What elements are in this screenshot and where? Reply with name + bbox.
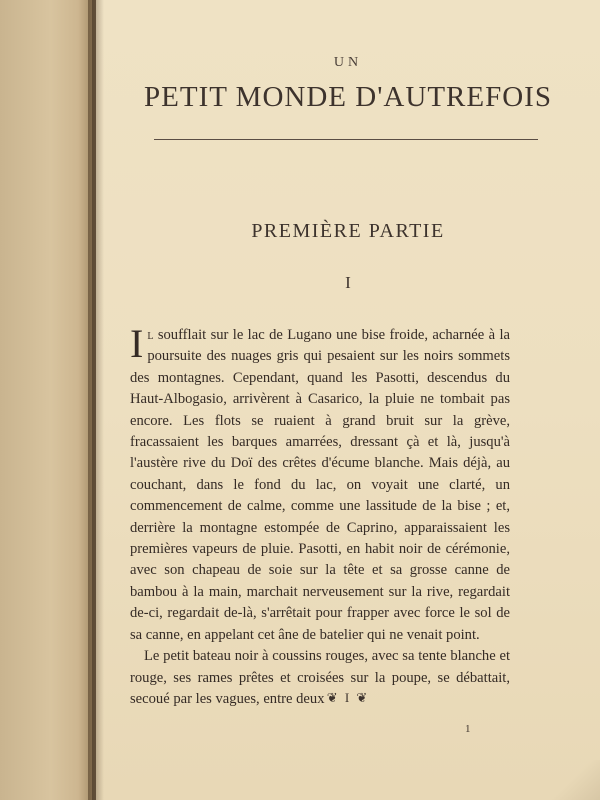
title-divider bbox=[154, 139, 538, 140]
paragraph-2: Le petit bateau noir à coussins rouges, avec sa tente blanche et rouge, ses rames prêtes et croisées sur la poupe, se débattait, secoué par les vagues, entre deux bbox=[130, 648, 510, 707]
paragraph-1 bbox=[130, 321, 510, 646]
chapter-number: I bbox=[345, 273, 351, 292]
page-number: 1 bbox=[465, 723, 471, 735]
small-caps-start: l bbox=[147, 327, 154, 343]
book-spine-shadow bbox=[88, 0, 104, 800]
title-article: UN bbox=[333, 55, 363, 70]
book-title: PETIT MONDE D'AUTREFOIS bbox=[144, 81, 552, 113]
book-page bbox=[96, 0, 600, 800]
drop-cap: I bbox=[130, 321, 144, 366]
signature-mark: ❦ I ❦ bbox=[326, 690, 370, 705]
paragraph-1-text: soufflait sur le lac de Lugano une bise froide, acharnée à la poursuite des nuages gris qui pesaient sur les noirs sommets des montagnes. Cependant, quand les Pasotti, descendus du Haut-Albogasio, arrivèrent à Casarico, la pluie ne tombait pas encore. Les flots se ruaient à grand bruit sur la grève, fracassaient les barques amarrées, dressant çà et là, jusqu'à l'austère rive du Doï des crêtes d'écume blanche. Mais déjà, au couchant, dans le fond du lac, on voyait une clarté, un commencement de calme, comme une lassitude de la bise ; et, derrière la montagne estompée de Caprino, apparaissaient les premières vapeurs de pluie. Pasotti, en habit noir de cérémonie, avec son chapeau de soie sur la tête et sa grosse canne de bambou à la main, marchait nerveusement sur la rive, regardait de-ci, regardait de-là, s'arrêtait pour frapper avec force le sol de sa canne, en appelant cet âne de batelier qui ne venait point. bbox=[130, 327, 510, 643]
body-text bbox=[130, 321, 510, 710]
part-heading: PREMIÈRE PARTIE bbox=[251, 220, 445, 242]
facing-page-edge bbox=[0, 0, 92, 800]
page-corner-shading bbox=[540, 760, 600, 800]
